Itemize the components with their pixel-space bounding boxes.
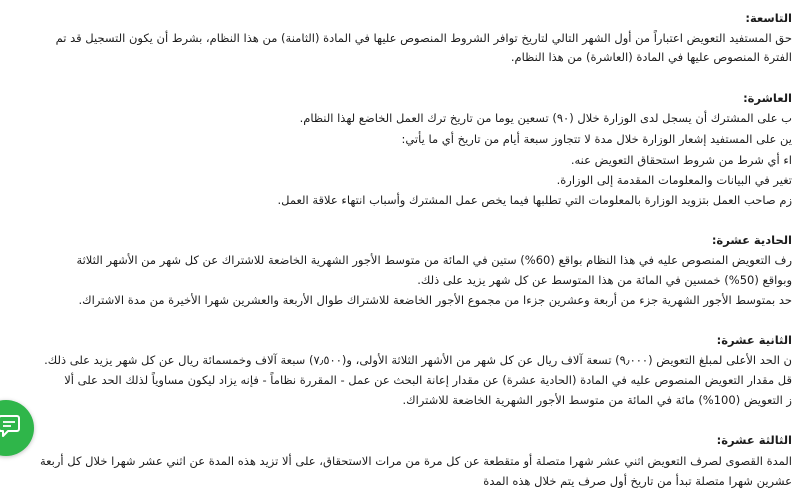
article-12-line-3: ز التعويض (100%) مائة في المائة من متوسط الأجور الشهرية الخاضعة للاشتراك.: [402, 393, 792, 407]
article-12-line-1: ن الحد الأعلى لمبلغ التعويض (٩٫٠٠٠) تسعة آلاف ريال عن كل شهر من الأشهر الثلاثة الأولى، و(٧٫٥٠٠) سبعة آلاف وخمسمائة ريال عن كل شهر يزيد على ذلك.: [44, 353, 792, 367]
article-9-heading: التاسعة:: [745, 11, 792, 25]
article-13-line-1: المدة القصوى لصرف التعويض اثني عشر شهرا متصلة أو متقطعة عن كل مرة من مرات الاستحقاق، على ألا تزيد هذه المدة عن اثني عشر شهرا خلال كل أربعة: [39, 454, 792, 468]
article-13-line-2: عشرين شهرا متصلة تبدأ من تاريخ أول صرف يتم خلال هذه المدة: [483, 474, 792, 488]
article-10-line-1: ب على المشترك أن يسجل لدى الوزارة خلال (٩٠) تسعين يوما من تاريخ ترك العمل الخاضع لهذا النظام.: [299, 111, 792, 125]
article-10-line-2: ين على المستفيد إشعار الوزارة خلال مدة لا تتجاوز سبعة أيام من تاريخ أي ما يأتي:: [401, 132, 792, 146]
article-11-line-1: رف التعويض المنصوص عليه في هذا النظام بواقع (60%) ستين في المائة من متوسط الأجور الشهرية الخاضعة للاشتراك عن كل شهر من الأشهر الثلاثة: [76, 253, 792, 267]
article-11-line-3: حد بمتوسط الأجور الشهرية جزء من أربعة وعشرين جزءا من مجموع الأجور الخاضعة للاشتراك طوال الأربعة والعشرين شهرا الأخيرة من مدة الاشتراك.: [78, 293, 792, 307]
article-9-line-2: الفترة المنصوص عليها في المادة (العاشرة) من هذا النظام.: [510, 50, 792, 64]
article-12-line-2: قل مقدار التعويض المنصوص عليه في المادة (الحادية عشرة) عن مقدار إعانة البحث عن عمل - المقررة نظاماً - فإنه يزاد ليكون مساوياً لذلك الحد على ألا: [64, 373, 792, 387]
article-10-line-3: اء أي شرط من شروط استحقاق التعويض عنه.: [570, 153, 792, 167]
chat-bubble-icon: [0, 414, 20, 440]
article-13-heading: الثالثة عشرة:: [716, 433, 792, 447]
article-10-line-5: زم صاحب العمل بتزويد الوزارة بالمعلومات التي تطلبها فيما يخص عمل المشترك وأسباب انتهاء علاقة العمل.: [277, 193, 792, 207]
article-9-line-1: حق المستفيد التعويض اعتباراً من أول الشهر التالي لتاريخ توافر الشروط المنصوص عليها في المادة (الثامنة) من هذا النظام، بشرط أن يكون التسجيل قد تم: [55, 31, 792, 45]
article-11-heading: الحادية عشرة:: [711, 233, 792, 247]
article-12-heading: الثانية عشرة:: [716, 333, 792, 347]
article-10-heading: العاشرة:: [743, 91, 792, 105]
article-10-line-4: تغير في البيانات والمعلومات المقدمة إلى الوزارة.: [556, 173, 792, 187]
article-11-line-2: وبواقع (50%) خمسين في المائة من هذا المتوسط عن كل شهر يزيد على ذلك.: [417, 273, 792, 287]
